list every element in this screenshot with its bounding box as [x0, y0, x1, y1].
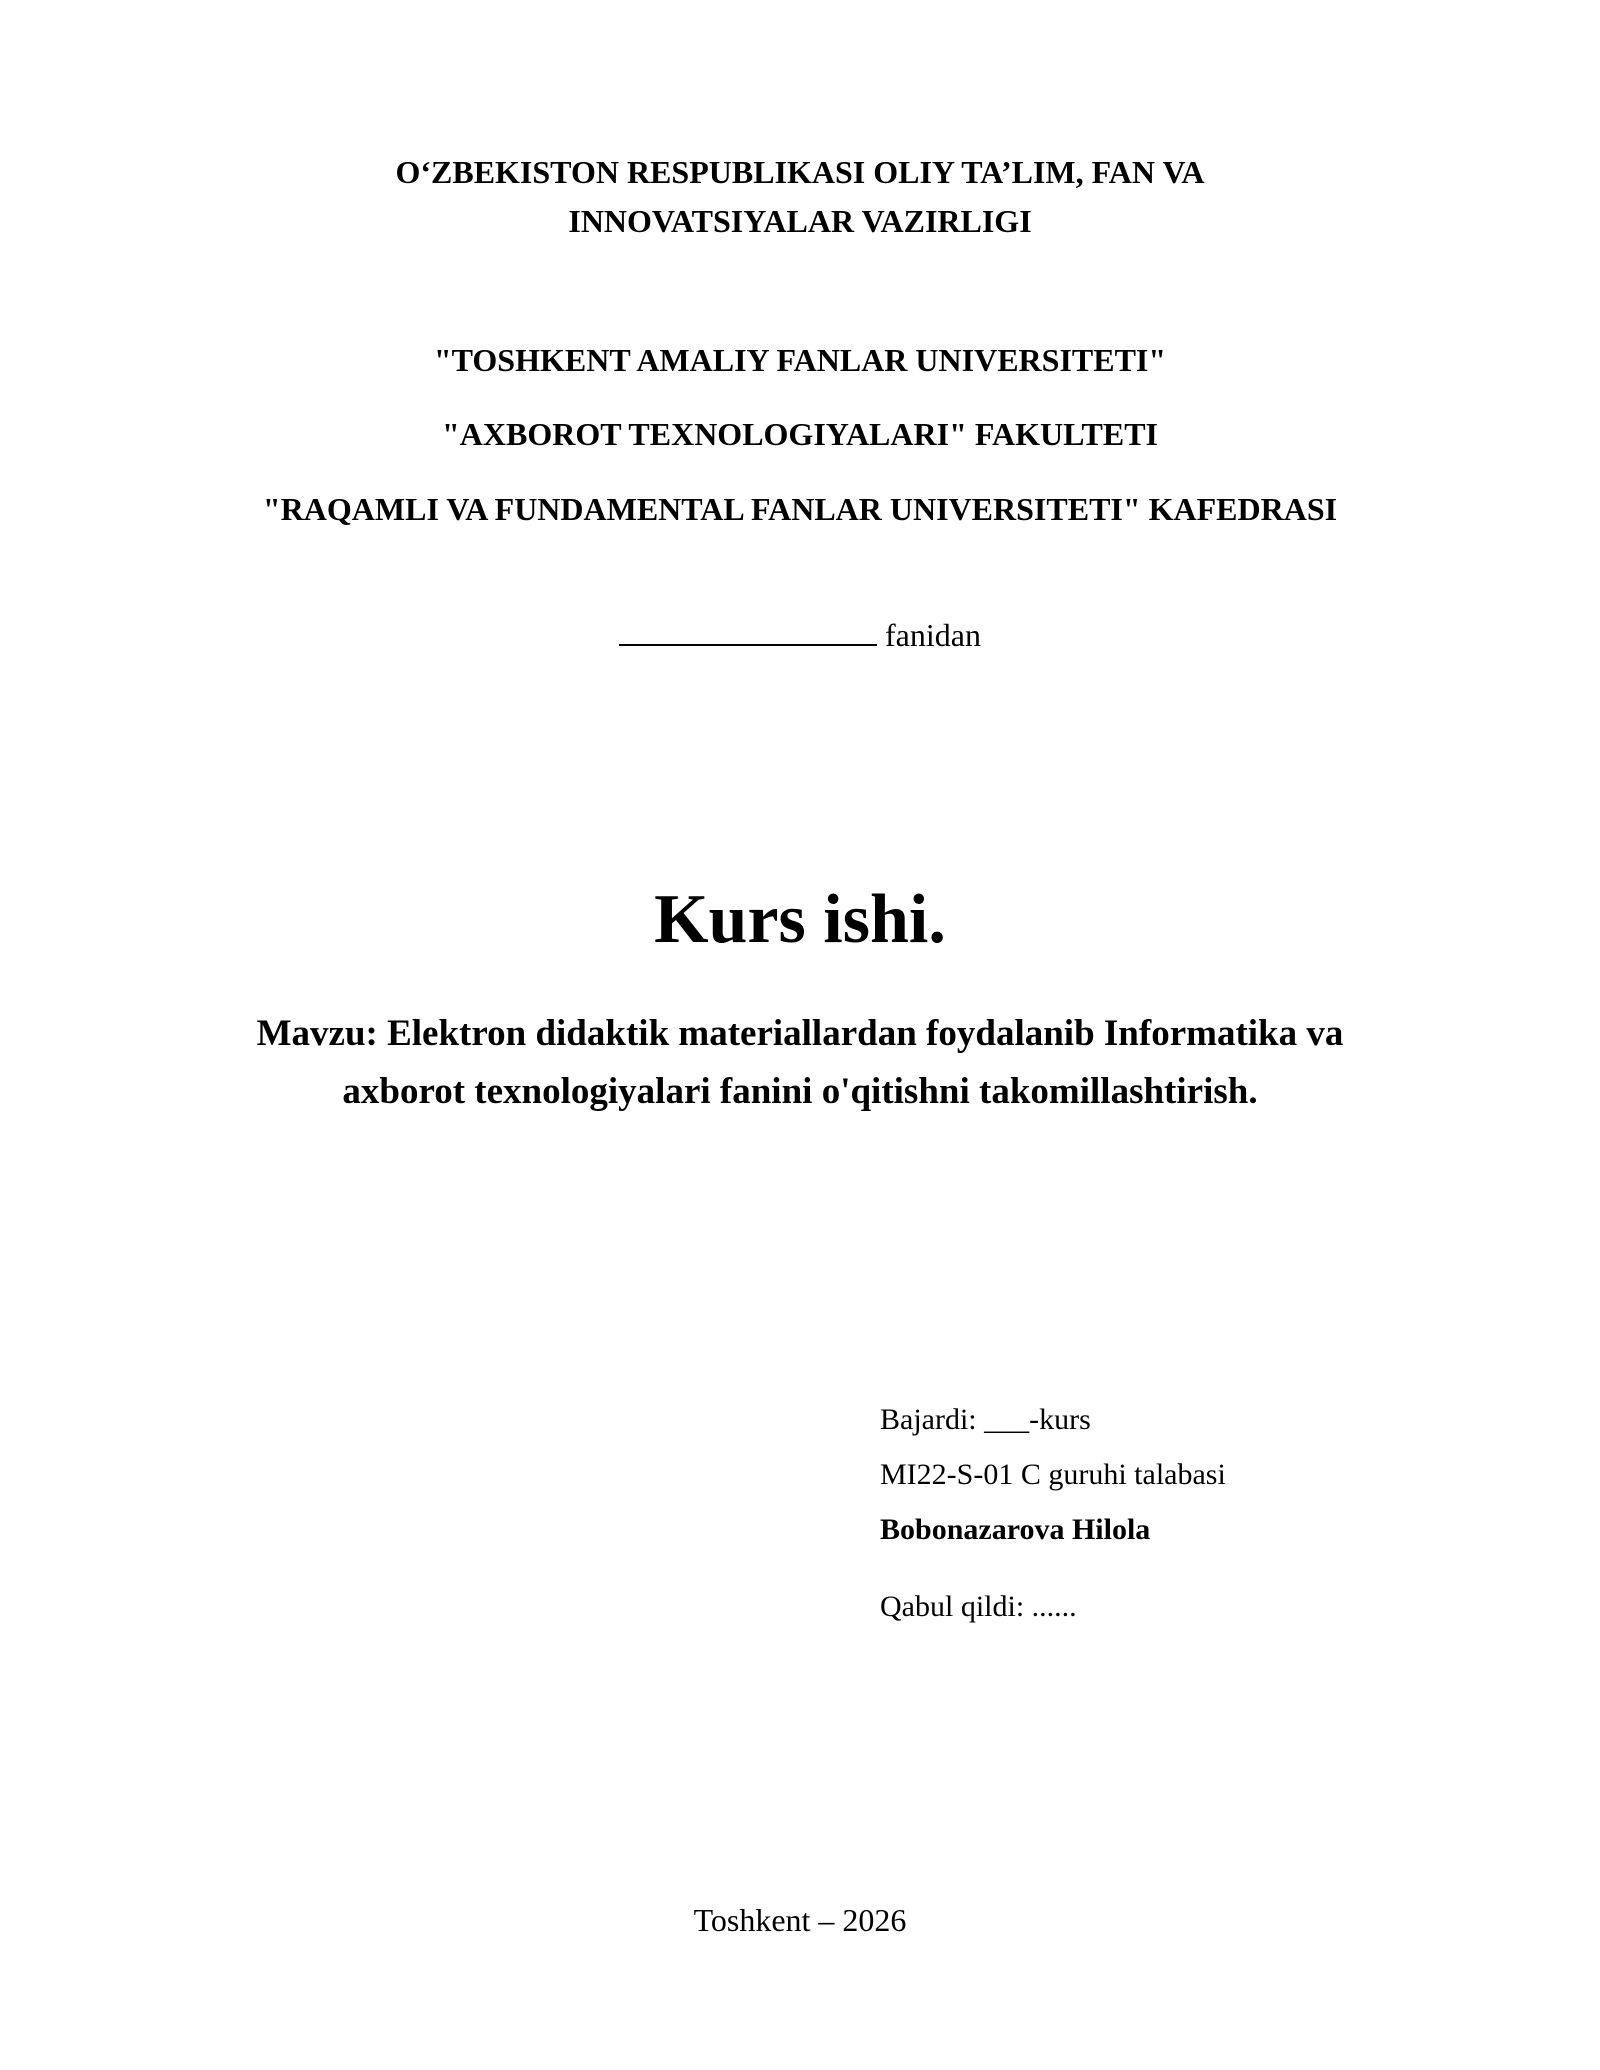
subject-suffix: fanidan [885, 617, 981, 653]
student-name: Bobonazarova Hilola [880, 1513, 1151, 1546]
ministry-heading [0, 148, 1600, 246]
topic-heading [220, 1005, 1380, 1121]
topic-line-2: axborot texnologiyalari fanini o'qitishni takomillashtirish. [342, 1071, 1258, 1112]
accepted-by-line: Qabul qildi: ...... [880, 1590, 1077, 1623]
department-name: "RAQAMLI VA FUNDAMENTAL FANLAR UNIVERSITETI" KAFEDRASI [262, 491, 1338, 527]
document-title: Kurs ishi. [654, 881, 946, 958]
university-name: "TOSHKENT AMALIY FANLAR UNIVERSITETI" [433, 342, 1167, 378]
done-by-line: Bajardi: ___-kurs [880, 1403, 1091, 1436]
ministry-line-1: O‘ZBEKISTON RESPUBLIKASI OLIY TA’LIM, FAN VA [395, 154, 1205, 190]
subject-blank-underline [619, 614, 877, 646]
city-year: Toshkent – 2026 [693, 1902, 907, 1938]
ministry-line-2: INNOVATSIYALAR VAZIRLIGI [568, 203, 1032, 239]
topic-line-1: Mavzu: Elektron didaktik materiallardan foydalanib Informatika va [256, 1013, 1344, 1054]
faculty-name: "AXBOROT TEXNOLOGIYALARI" FAKULTETI [441, 416, 1158, 452]
subject-line [0, 614, 1600, 655]
group-line: MI22-S-01 C guruhi talabasi [880, 1458, 1226, 1491]
